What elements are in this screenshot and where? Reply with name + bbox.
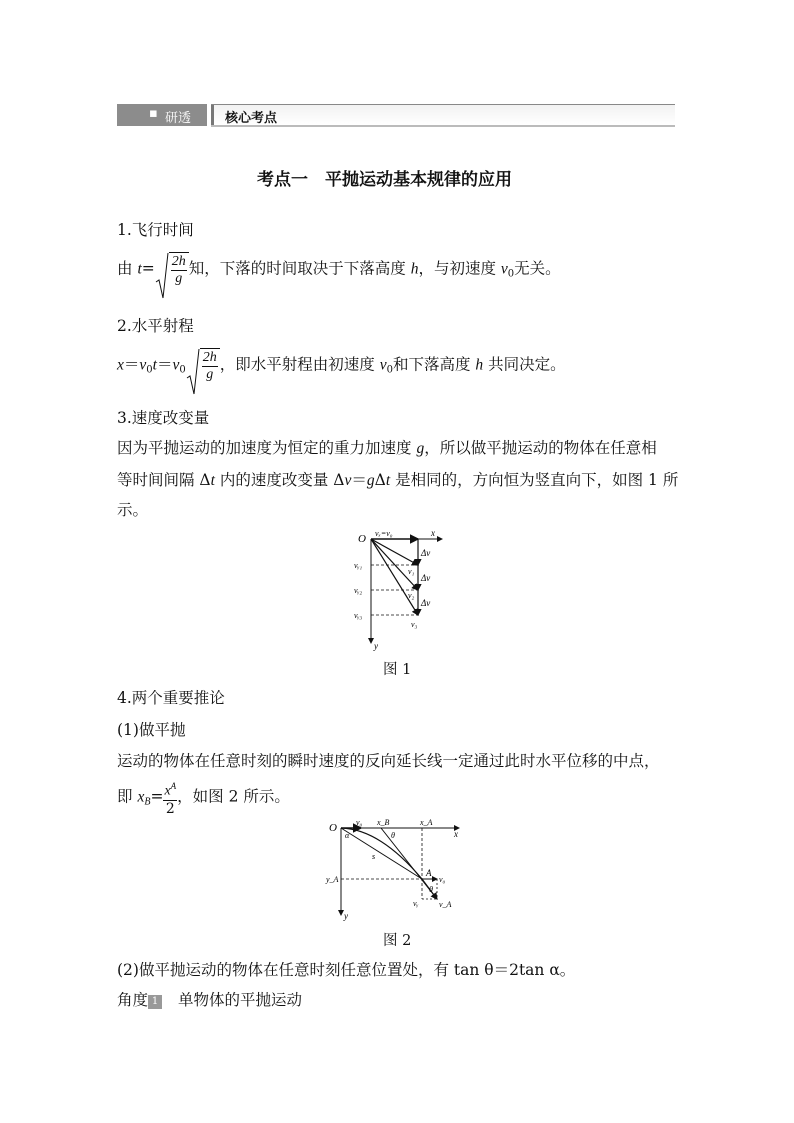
fig2-label-v0b: v₀ [439,875,446,884]
fig1-label-x: x [431,528,435,538]
s2-post2: 和下落高度 [392,355,476,374]
s2-formula-line [117,348,566,383]
s3-g: g [416,440,425,457]
figure-2-caption: 图 2 [383,933,412,949]
fig1-label-vx: vₓ=v₀ [375,529,393,538]
fig2-label-y: y [344,911,348,921]
s2-post3: 共同决定。 [483,355,566,374]
s4-A: A [170,781,177,791]
fig1-v3-arrow [371,539,418,615]
s2-v-b: v [172,356,180,374]
s1-eq: = [141,259,155,278]
figure-2-diagram [325,815,465,921]
s3-line2d: Δ [374,471,386,489]
s2-eq1: ＝ [123,355,140,374]
fig1-label-dv1: Δv [421,548,431,558]
s4-xB: x [137,788,145,806]
s3-line2 [117,470,678,491]
s2-sub0: 0 [146,364,153,376]
header-marker: ▪ [149,106,158,121]
s3-line1b: ，所以做平抛运动的物体在任意相 [424,439,657,457]
fig1-v1-arrow [371,539,418,565]
s2-sub0-b: 0 [179,364,186,376]
header-tab-yantou: 研透 [165,111,192,126]
s1-den: g [175,271,183,286]
s4-fraction [163,778,177,817]
fig2-label-O: O [329,822,337,834]
s3-line2b: 内的速度改变量 Δ [214,471,345,489]
s2-eq2: ＝ [156,355,173,374]
angle-label: 角度 [117,991,149,1009]
fig2-label-x: x [454,829,458,839]
s4-line2a: 即 [117,787,138,806]
s4-den: 2 [165,800,175,817]
fig2-label-theta2: θ [429,885,433,894]
s3-v: v [344,472,352,489]
s2-post1: ，即水平射程由初速度 [219,355,380,374]
s4-sub1: (1)做平抛 [117,721,186,739]
s2-v-c: v [379,356,387,374]
fig1-label-v3: v₃ [411,620,418,629]
s2-num: 2h [202,350,217,365]
sqrt-formula-2 [186,348,220,383]
s4-heading: 4.两个重要推论 [117,689,225,707]
s4-line2b: ，如图 2 所示。 [177,787,290,806]
sqrt-formula [155,252,189,287]
s1-t: t [137,260,142,278]
angle-text: 单物体的平抛运动 [178,991,303,1009]
page-title: 考点一 平抛运动基本规律的应用 [257,170,512,190]
s2-sub0-c: 0 [386,364,393,376]
s1-post2: ，与初速度 [418,259,501,278]
s3-line2a: 等时间间隔 Δ [117,471,211,489]
fig1-label-y: y [374,641,378,651]
fig2-label-xB: x_B [377,818,390,827]
s3-line1 [117,438,657,459]
s1-post1: 知，下落的时间取决于下落高度 [188,259,411,278]
s2-x: x [117,356,124,374]
s1-v: v [500,260,508,278]
s4-line2 [117,778,290,817]
fig1-label-vy3: vᵧ₃ [354,611,363,620]
fig1-label-v1: v₁ [408,567,415,576]
s3-g-b: g [366,472,375,489]
fig1-label-vy2: vᵧ₂ [354,586,363,595]
figure-1-diagram [352,527,448,651]
s2-h: h [475,356,484,374]
section-header-bar [117,104,675,126]
s5-line: (2)做平抛运动的物体在任意时刻任意位置处，有 tan θ＝2tan α。 [117,961,576,979]
header-tab-accent [211,105,214,125]
s1-sub0: 0 [507,268,515,280]
s2-den: g [206,367,214,382]
s1-heading: 1.飞行时间 [117,221,194,239]
fig1-label-O: O [358,533,366,545]
s1-num: 2h [171,254,186,269]
s3-heading: 3.速度改变量 [117,409,210,427]
figure-1-caption: 图 1 [383,662,412,678]
fig2-label-theta1: θ [391,831,395,840]
header-gray-block [117,104,207,126]
fig2-label-s: s [372,852,376,861]
s3-t: t [210,472,215,489]
angle-line [117,990,302,1010]
fig2-label-vA: v_A [439,900,452,909]
s2-t: t [152,356,157,374]
s1-h: h [410,260,419,278]
s4-B: B [144,796,151,808]
fig1-label-v2: v₂ [408,591,415,600]
header-tab-core-label: 核心考点 [225,111,278,126]
fig1-label-dv3: Δv [421,598,431,608]
s1-formula-line [117,252,561,287]
s3-line2c: ＝ [351,471,367,489]
s3-line2e: 是相同的，方向恒为竖直向下，如图 1 所 [390,471,679,489]
angle-number-badge: 1 [148,995,162,1009]
s4-num: x [164,783,171,799]
fig1-label-dv2: Δv [421,573,431,583]
s4-line1: 运动的物体在任意时刻的瞬时速度的反向延长线一定通过此时水平位移的中点， [117,752,660,770]
fig2-label-xA: x_A [420,818,433,827]
s4-eq: = [150,787,164,806]
s1-pre: 由 [117,259,138,278]
s2-v: v [139,356,147,374]
s1-post3: 无关。 [514,259,561,278]
fig2-displacement-s [341,828,422,879]
fig2-label-A: A [426,868,432,878]
s3-line1a: 因为平抛运动的加速度为恒定的重力加速度 [117,439,417,457]
fig2-label-v0: v₀ [356,818,363,827]
s3-line3: 示。 [117,501,149,519]
s3-t-b: t [385,472,391,489]
fig2-label-vy: vᵧ [413,899,419,908]
fig2-label-alpha: α [345,831,350,840]
fig1-label-vy1: vᵧ₁ [354,561,363,570]
s2-heading: 2.水平射程 [117,317,194,335]
header-tab-core [211,104,675,127]
fig2-label-yA: y_A [326,875,339,884]
fig1-v2-arrow [371,539,418,590]
